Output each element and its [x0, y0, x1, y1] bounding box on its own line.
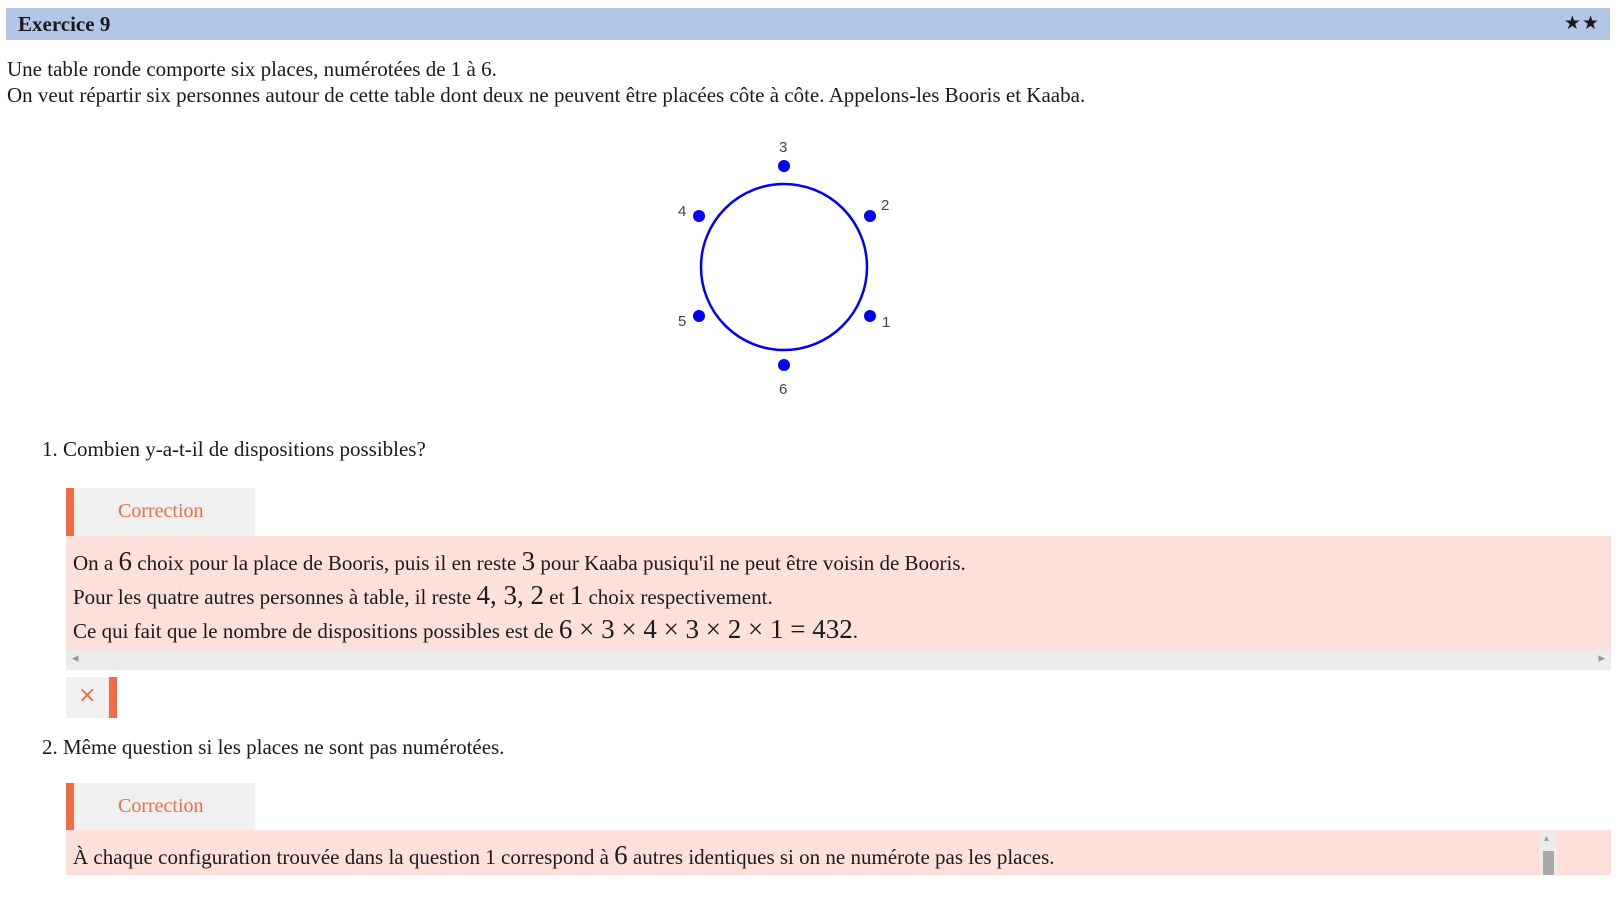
seat-point-2	[864, 210, 876, 222]
round-table-figure	[678, 135, 930, 410]
scroll-right-icon[interactable]: ▸	[1598, 651, 1605, 666]
scroll-up-icon[interactable]: ▴	[1544, 833, 1550, 844]
seat-label-4: 4	[678, 203, 687, 220]
seat-point-1	[864, 310, 876, 322]
close-icon[interactable]: ×	[78, 683, 97, 708]
correction-1-line-1: On a 6 choix pour la place de Booris, puis il en reste 3 pour Kaaba pusiqu'il ne peut être voisin de Booris.	[73, 546, 966, 576]
scroll-thumb[interactable]	[1543, 851, 1554, 875]
seat-label-3: 3	[779, 139, 788, 156]
table-circle	[701, 184, 867, 350]
question-1-text: Combien y-a-t-il de dispositions possibles?	[63, 437, 426, 461]
scroll-left-icon[interactable]: ◂	[72, 651, 79, 666]
question-2-number: 2.	[42, 735, 58, 759]
seat-label-6: 6	[779, 381, 788, 398]
vertical-scrollbar[interactable]	[1540, 833, 1557, 875]
exercise-header	[6, 8, 1610, 40]
seat-point-6	[778, 359, 790, 371]
seat-point-4	[693, 210, 705, 222]
correction-1-line-3: Ce qui fait que le nombre de dispositions possibles est de 6 × 3 × 4 × 3 × 2 × 1 = 432.	[73, 614, 858, 644]
difficulty-stars: ★★	[1563, 13, 1600, 34]
intro-line-1: Une table ronde comporte six places, numérotées de 1 à 6.	[7, 57, 497, 81]
seat-label-5: 5	[678, 313, 687, 330]
seat-label-2: 2	[881, 197, 890, 214]
question-1-number: 1.	[42, 437, 58, 461]
question-2	[42, 735, 504, 760]
question-2-text: Même question si les places ne sont pas numérotées.	[63, 735, 505, 759]
correction-1-line-2: Pour les quatre autres personnes à table, il reste 4, 3, 2 et 1 choix respectivement.	[73, 580, 773, 610]
horizontal-scrollbar[interactable]	[66, 650, 1611, 670]
correction-tab-2-label: Correction	[118, 795, 204, 817]
seat-label-1: 1	[882, 314, 891, 331]
correction-box-2	[66, 830, 1611, 875]
intro-line-2: On veut répartir six personnes autour de cette table dont deux ne peuvent être placées côte à côte. Appelons-les Booris et Kaaba.	[7, 83, 1086, 107]
correction-tab-1-label: Correction	[118, 500, 204, 522]
accent-bar	[109, 677, 117, 718]
seat-point-3	[778, 160, 790, 172]
question-1	[42, 437, 426, 462]
correction-tab-2[interactable]	[66, 783, 255, 831]
seat-point-5	[693, 310, 705, 322]
round-table-svg	[678, 135, 930, 410]
exercise-title: Exercice 9	[18, 12, 111, 36]
correction-tab-1[interactable]	[66, 488, 255, 536]
correction-box-1	[66, 536, 1611, 650]
close-correction-button[interactable]	[66, 677, 118, 718]
correction-2-line-1: À chaque configuration trouvée dans la question 1 correspond à 6 autres identiques si on ne numérote pas les places.	[73, 840, 1055, 870]
